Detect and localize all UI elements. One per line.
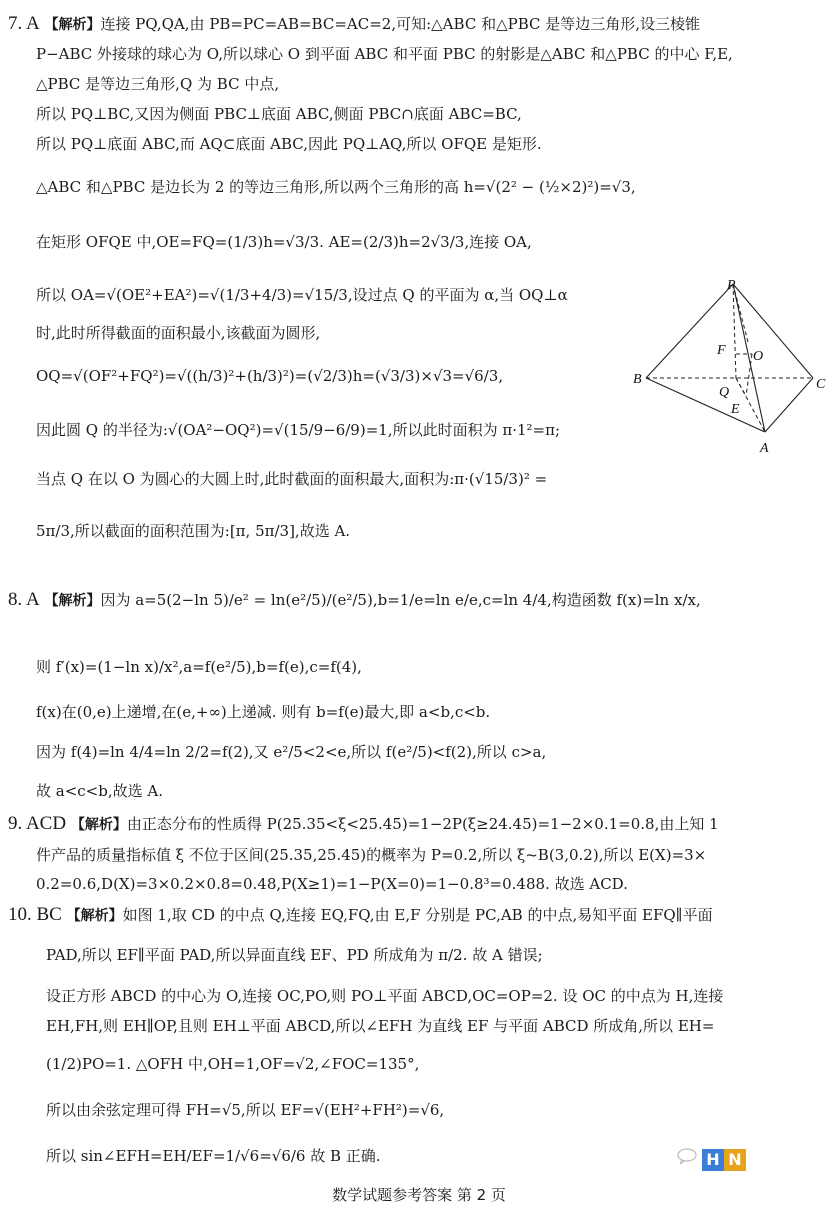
pyramid-figure: [628, 272, 833, 458]
q9-label: 9. ACD: [8, 813, 67, 834]
q9-line-3: 0.2=0.6,D(X)=3×0.2×0.8=0.48,P(X≥1)=1−P(X=0)=1−0.8³=0.488. 故选 ACD.: [36, 875, 628, 893]
chat-bubble-icon: [676, 1147, 698, 1165]
q7-line-4: 所以 PQ⊥BC,又因为侧面 PBC⊥底面 ABC,侧面 PBC∩底面 ABC=BC,: [36, 105, 522, 123]
q8-line-2: 则 f′(x)=(1−ln x)/x²,a=f(e²/5),b=f(e),c=f(4),: [36, 658, 362, 676]
q7-line-11: 因此圆 Q 的半径为:√(OA²−OQ²)=√(15/9−6/9)=1,所以此时面积为 π·1²=π;: [36, 421, 561, 439]
q8-line-4: 因为 f(4)=ln 4/4=ln 2/2=f(2),又 e²/5<2<e,所以 f(e²/5)<f(2),所以 c>a,: [36, 743, 547, 761]
q10-line-5: (1/2)PO=1. △OFH 中,OH=1,OF=√2,∠FOC=135°,: [46, 1055, 420, 1073]
q10-tag: 【解析】: [66, 908, 123, 924]
q8-line-5: 故 a<c<b,故选 A.: [36, 782, 163, 800]
q7-line-13: 5π/3,所以截面的面积范围为:[π, 5π/3],故选 A.: [36, 522, 351, 540]
vertex-c-label: C: [816, 377, 826, 392]
q10-label: 10. BC: [8, 904, 62, 925]
q7-line-10: OQ=√(OF²+FQ²)=√((h/3)²+(h/3)²)=(√2/3)h=(√3/3)×√3=√6/3,: [36, 367, 504, 385]
point-e-label: E: [731, 402, 740, 417]
q7-line-6: △ABC 和△PBC 是边长为 2 的等边三角形,所以两个三角形的高 h=√(2² − (½×2)²)=√3,: [36, 178, 636, 196]
point-o-label: O: [753, 349, 764, 364]
vertex-p-label: P: [727, 278, 736, 293]
q7-tag: 【解析】: [44, 17, 101, 33]
watermark-n-block: N: [724, 1149, 746, 1171]
q9-line-2: 件产品的质量指标值 ξ 不位于区间(25.35,25.45)的概率为 P=0.2,所以 ξ~B(3,0.2),所以 E(X)=3×: [36, 846, 707, 864]
q10-line-4: EH,FH,则 EH∥OP,且则 EH⊥平面 ABCD,所以∠EFH 为直线 EF 与平面 ABCD 所成角,所以 EH=: [46, 1017, 715, 1035]
q7-line-7: 在矩形 OFQE 中,OE=FQ=(1/3)h=√3/3. AE=(2/3)h=2√3/3,连接 OA,: [36, 233, 532, 251]
watermark-logo: [668, 1135, 838, 1185]
vertex-a-label: A: [760, 441, 769, 456]
q10-line-7: 所以 sin∠EFH=EH/EF=1/√6=√6/6 故 B 正确.: [46, 1147, 381, 1165]
q9-tag: 【解析】: [70, 817, 127, 833]
q8-label: 8. A: [8, 589, 40, 610]
point-f-label: F: [717, 343, 726, 358]
q10-line-6: 所以由余弦定理可得 FH=√5,所以 EF=√(EH²+FH²)=√6,: [46, 1101, 445, 1119]
q7-line-2: P−ABC 外接球的球心为 O,所以球心 O 到平面 ABC 和平面 PBC 的射影是△ABC 和△PBC 的中心 F,E,: [36, 45, 733, 63]
q8-line-3: f(x)在(0,e)上递增,在(e,+∞)上递减. 则有 b=f(e)最大,即 a<b,c<b.: [36, 703, 491, 721]
q7-line-12: 当点 Q 在以 O 为圆心的大圆上时,此时截面的面积最大,面积为:π·(√15/3)² =: [36, 470, 548, 488]
q7-line-9: 时,此时所得截面的面积最小,该截面为圆形,: [36, 324, 321, 342]
page-footer: 数学试题参考答案 第 2 页: [332, 1186, 506, 1204]
q10-line-1: 10. BC 【解析】如图 1,取 CD 的中点 Q,连接 EQ,FQ,由 E,F 分别是 PC,AB 的中点,易知平面 EFQ∥平面: [8, 904, 713, 925]
q8-tag: 【解析】: [44, 593, 101, 609]
q10-line-3: 设正方形 ABCD 的中心为 O,连接 OC,PO,则 PO⊥平面 ABCD,OC=OP=2. 设 OC 的中点为 H,连接: [46, 987, 724, 1005]
q7-label: 7. A: [8, 13, 40, 34]
watermark-h-block: H: [702, 1149, 724, 1171]
q7-line-8: 所以 OA=√(OE²+EA²)=√(1/3+4/3)=√15/3,设过点 Q 的平面为 α,当 OQ⊥α: [36, 286, 568, 304]
q9-line-1: 9. ACD 【解析】由正态分布的性质得 P(25.35<ξ<25.45)=1−2P(ξ≥24.45)=1−2×0.1=0.8,由上知 1: [8, 813, 719, 834]
q10-line-2: PAD,所以 EF∥平面 PAD,所以异面直线 EF、PD 所成角为 π/2. 故 A 错误;: [46, 946, 543, 964]
q7-line-3: △PBC 是等边三角形,Q 为 BC 中点,: [36, 75, 280, 93]
point-q-label: Q: [719, 385, 730, 400]
q8-line-1: 8. A 【解析】因为 a=5(2−ln 5)/e² = ln(e²/5)/(e²/5),b=1/e=ln e/e,c=ln 4/4,构造函数 f(x)=ln x/x,: [8, 589, 701, 610]
q7-line-5: 所以 PQ⊥底面 ABC,而 AQ⊂底面 ABC,因此 PQ⊥AQ,所以 OFQE 是矩形.: [36, 135, 542, 153]
q7-line-1: 7. A 【解析】连接 PQ,QA,由 PB=PC=AB=BC=AC=2,可知:△ABC 和△PBC 是等边三角形,设三棱锥: [8, 13, 701, 34]
vertex-b-label: B: [633, 372, 642, 387]
